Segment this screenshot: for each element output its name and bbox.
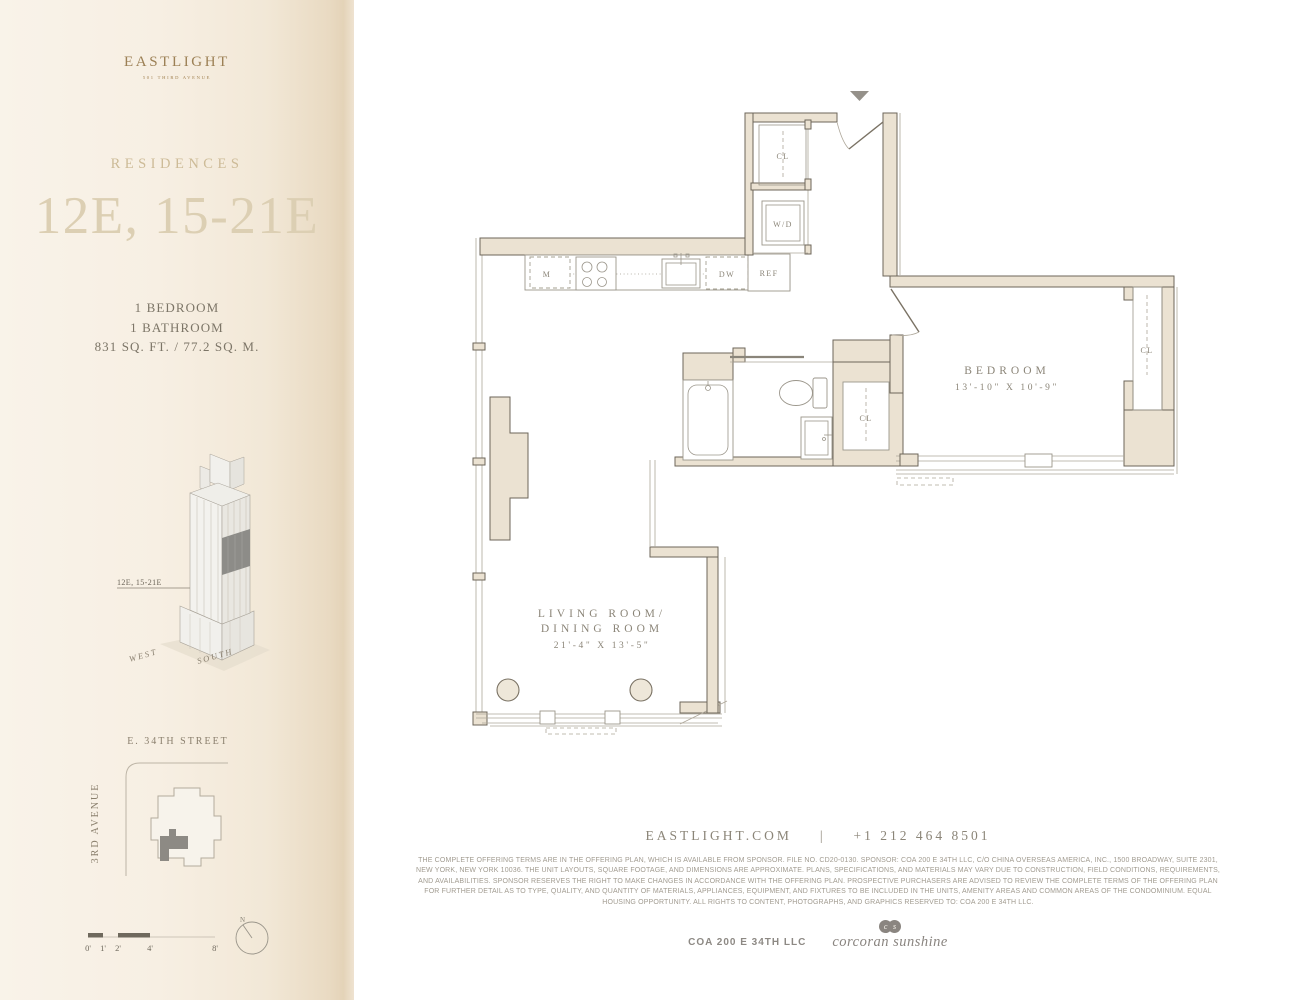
compass-icon [236, 916, 268, 954]
brokerage-monogram-icon: c s [879, 920, 901, 933]
legal-line: AND AVAILABILITIES. SPONSOR RESERVES THE RIGHT TO MAKE CHANGES IN ACCORDANCE WITH THE OFFERING PLAN. PROSPECTIVE PURCHASERS ARE ADVISED TO REVIEW THE COMPLETE TERMS OF THE OFFERING PLAN [418, 877, 1218, 885]
bedroom-closet-label: CL [1140, 346, 1154, 355]
corridor-east-wall [883, 113, 897, 276]
west-label: WEST [127, 646, 159, 664]
brokerage-logo [832, 920, 948, 951]
unit-details [0, 298, 354, 357]
building-west-face [190, 493, 222, 624]
compass-north-label: N [240, 916, 246, 924]
bath-closet-label: CL [859, 414, 873, 423]
bedroom [890, 276, 1177, 485]
entry-closets [745, 113, 837, 255]
west-column [490, 397, 528, 540]
floor-plan [430, 85, 1190, 745]
sponsor-name: COA 200 E 34TH LLC [688, 937, 807, 948]
unit-title: 12E, 15-21E [34, 187, 320, 245]
location-map [68, 728, 308, 898]
contact-separator: | [819, 828, 826, 843]
brokerage-name: corcoran sunshine [832, 934, 948, 950]
contact-row [354, 828, 1282, 844]
refrigerator-label: REF [759, 269, 779, 278]
sidebar [0, 0, 354, 1000]
toilet-icon [780, 378, 828, 408]
bedroom-dimensions: 13'-10" X 10'-9" [955, 383, 1059, 393]
dishwasher-label: DW [718, 270, 736, 279]
entry-door [837, 122, 883, 149]
range-icon [576, 257, 616, 290]
bedroom-label: BEDROOM [964, 365, 1050, 377]
legal-line: FOR FURTHER DETAIL AS TO TYPE, QUALITY, AND QUANTITY OF MATERIALS, APPLIANCES, EQUIPMENT, AND FIXTURES TO BE INCLUDED IN THE UNITS, AMENITY AREAS AND COMMON AREAS OF THE CONDOMINIUM. EQUAL [424, 888, 1212, 896]
legal-line: HOUSING OPPORTUNITY. ALL RIGHTS TO CONTENT, PHOTOGRAPHS, AND GRAPHICS RESERVED TO: COA 200 E 34TH LLC. [602, 898, 1034, 906]
building-unit-label: 12E, 15-21E [117, 578, 162, 587]
west-window-wall [473, 238, 528, 725]
vanity-sink-icon [801, 417, 832, 459]
legal-disclaimer [388, 856, 1248, 908]
logo-address: 501 THIRD AVENUE [142, 75, 212, 80]
kitchen [480, 238, 790, 291]
entry-marker-icon [850, 91, 869, 101]
scale-bar [80, 912, 280, 967]
washer-dryer-label: W/D [773, 220, 793, 229]
scale-tick-8: 8' [212, 943, 218, 953]
legal-line: NEW YORK, NEW YORK 10036. THE UNIT LAYOUTS, SQUARE FOOTAGE, AND DIMENSIONS ARE APPROXIMATE. PLANS, SPECIFICATIONS, AND MATERIALS MAY VARY DUE TO CONSTRUCTION, FIELD CONDITIONS, REQUIREMENTS, [416, 867, 1220, 875]
phone-number[interactable]: +1 212 464 8501 [853, 828, 991, 843]
detail-bathrooms: 1 BATHROOM [130, 319, 224, 335]
avenue-label: 3RD AVENUE [90, 782, 101, 864]
entry-closet-label: CL [776, 152, 790, 161]
living-dining-room [497, 608, 666, 701]
living-east-wall [650, 460, 725, 713]
legal-line: THE COMPLETE OFFERING TERMS ARE IN THE OFFERING PLAN, WHICH IS AVAILABLE FROM SPONSOR. FILE NO. CD20-0130. SPONSOR: COA 200 E 34TH LLC, C/O CHINA OVERSEAS AMERICA, INC., 1500 BROADWAY, SUITE 2301, [418, 857, 1218, 864]
sponsor-row [354, 920, 1282, 951]
eastlight-logo [0, 54, 354, 80]
south-window-wall [476, 701, 727, 734]
living-room-label-2: DINING ROOM [540, 623, 664, 635]
column-icon [497, 679, 519, 701]
building-illustration [72, 438, 292, 673]
washer-dryer-icon [762, 201, 804, 245]
south-label: SOUTH [195, 645, 235, 666]
column-icon [630, 679, 652, 701]
bathroom [675, 340, 903, 466]
pocket-door [730, 357, 835, 362]
scale-tick-1: 1' [100, 943, 106, 953]
scale-tick-2: 2' [115, 943, 121, 953]
microwave-label: M [542, 270, 552, 279]
website-link[interactable]: EASTLIGHT.COM [645, 828, 792, 843]
logo-wordmark: EASTLIGHT [124, 54, 230, 70]
detail-area: 831 SQ. FT. / 77.2 SQ. M. [94, 339, 260, 354]
living-room-label-1: LIVING ROOM/ [537, 608, 667, 620]
bathtub-icon [683, 380, 733, 460]
residences-label: RESIDENCES [110, 156, 244, 172]
bedroom-door [891, 289, 919, 336]
scale-tick-0: 0' [85, 943, 91, 953]
scale-tick-4: 4' [147, 943, 153, 953]
street-label: E. 34TH STREET [127, 736, 229, 747]
living-room-dimensions: 21'-4" X 13'-5" [553, 641, 651, 651]
detail-bedrooms: 1 BEDROOM [134, 300, 220, 315]
